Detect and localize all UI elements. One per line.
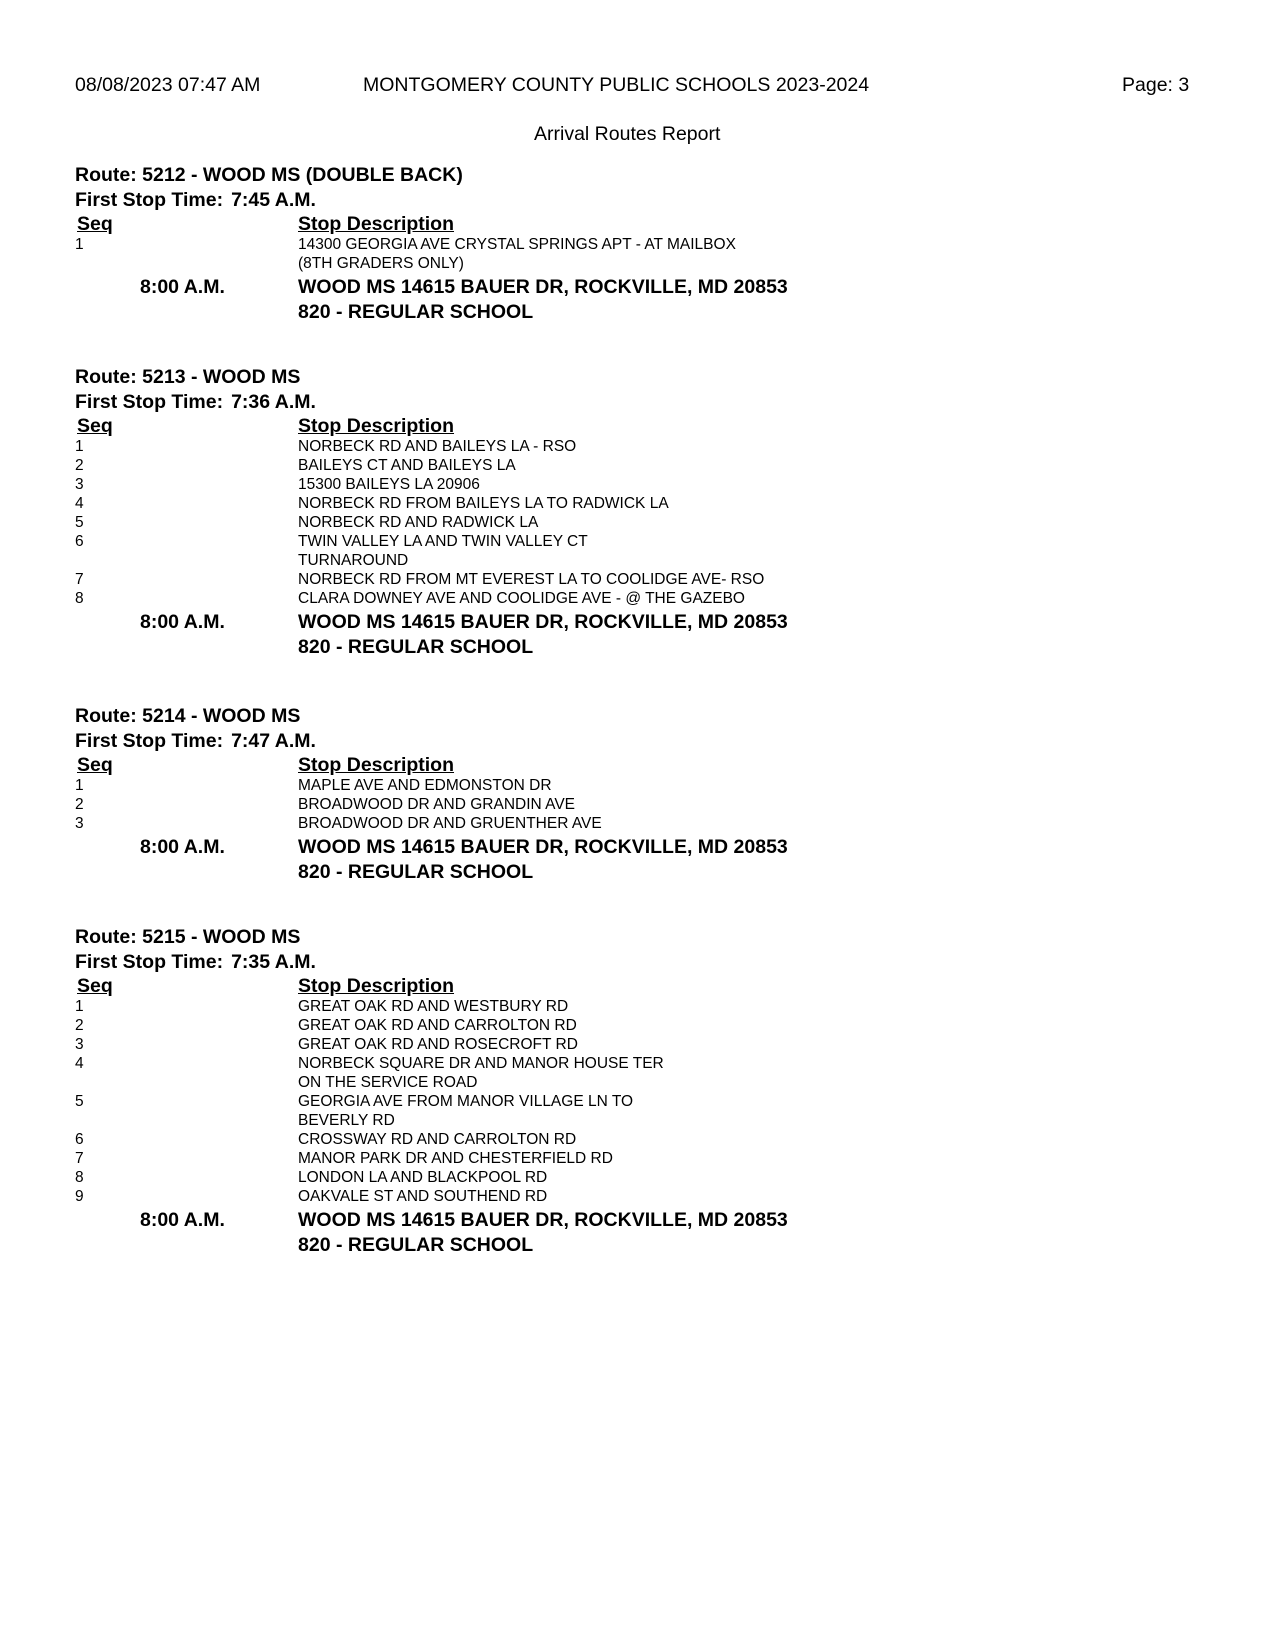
stop-row — [75, 1035, 1195, 1054]
stop-description: CROSSWAY RD AND CARROLTON RD — [298, 1131, 577, 1148]
column-header — [75, 415, 1195, 437]
seq-header: Seq — [77, 415, 113, 437]
first-stop-label: First Stop Time: — [75, 730, 224, 752]
stop-seq: 1 — [75, 438, 84, 455]
column-header — [75, 975, 1195, 997]
school-address: WOOD MS 14615 BAUER DR, ROCKVILLE, MD 20853 — [298, 836, 788, 858]
route-block — [75, 704, 1195, 885]
stop-seq: 8 — [75, 590, 84, 607]
stop-description-header: Stop Description — [298, 415, 455, 437]
page-number: Page: 3 — [1122, 74, 1190, 96]
stop-seq: 2 — [75, 457, 84, 474]
stop-row — [75, 1092, 1195, 1130]
route-block — [75, 163, 1195, 325]
stop-seq: 3 — [75, 815, 84, 832]
first-stop-label: First Stop Time: — [75, 391, 224, 413]
report-subtitle: Arrival Routes Report — [534, 123, 721, 145]
first-stop-time: 7:36 A.M. — [231, 391, 316, 413]
stop-seq: 6 — [75, 1131, 84, 1148]
stop-seq: 1 — [75, 998, 84, 1015]
first-stop-time: 7:47 A.M. — [231, 730, 316, 752]
stop-description: NORBECK RD AND BAILEYS LA - RSO — [298, 438, 577, 455]
stop-description: NORBECK SQUARE DR AND MANOR HOUSE TER ON THE SERVICE ROAD — [298, 1055, 664, 1091]
stop-seq: 3 — [75, 1036, 84, 1053]
stop-description: NORBECK RD FROM MT EVEREST LA TO COOLIDGE AVE- RSO — [298, 571, 765, 588]
stop-description: CLARA DOWNEY AVE AND COOLIDGE AVE - @ THE GAZEBO — [298, 590, 745, 607]
stop-description: BROADWOOD DR AND GRANDIN AVE — [298, 796, 576, 813]
stop-seq: 5 — [75, 514, 84, 531]
route-block — [75, 365, 1195, 660]
stop-seq: 9 — [75, 1188, 84, 1205]
seq-header: Seq — [77, 975, 113, 997]
stop-row — [75, 776, 1195, 795]
stop-seq: 2 — [75, 796, 84, 813]
destination-row — [75, 835, 1195, 860]
stop-seq: 6 — [75, 533, 84, 550]
stop-seq: 4 — [75, 1055, 84, 1072]
stop-seq: 3 — [75, 476, 84, 493]
stop-description: NORBECK RD FROM BAILEYS LA TO RADWICK LA — [298, 495, 669, 512]
stop-seq: 8 — [75, 1169, 84, 1186]
school-type: 820 - REGULAR SCHOOL — [298, 636, 534, 658]
stop-seq: 1 — [75, 236, 84, 253]
stop-description: GEORGIA AVE FROM MANOR VILLAGE LN TO BEVERLY RD — [298, 1093, 634, 1129]
stop-description: BROADWOOD DR AND GRUENTHER AVE — [298, 815, 602, 832]
stop-row — [75, 1168, 1195, 1187]
arrival-time: 8:00 A.M. — [140, 1209, 225, 1231]
first-stop-row — [75, 188, 1195, 213]
school-address: WOOD MS 14615 BAUER DR, ROCKVILLE, MD 20853 — [298, 276, 788, 298]
stop-row — [75, 235, 1195, 273]
report-datetime: 08/08/2023 07:47 AM — [75, 74, 261, 96]
stop-description: OAKVALE ST AND SOUTHEND RD — [298, 1188, 548, 1205]
route-block — [75, 925, 1195, 1258]
stop-description: GREAT OAK RD AND ROSECROFT RD — [298, 1036, 578, 1053]
arrival-time: 8:00 A.M. — [140, 836, 225, 858]
stop-row — [75, 437, 1195, 456]
stop-row — [75, 1016, 1195, 1035]
arrival-time: 8:00 A.M. — [140, 611, 225, 633]
stop-description: NORBECK RD AND RADWICK LA — [298, 514, 539, 531]
stop-description-header: Stop Description — [298, 213, 455, 235]
school-type: 820 - REGULAR SCHOOL — [298, 1234, 534, 1256]
stop-seq: 7 — [75, 571, 84, 588]
route-title: Route: 5213 - WOOD MS — [75, 366, 301, 388]
stop-description: TWIN VALLEY LA AND TWIN VALLEY CT TURNAROUND — [298, 533, 588, 569]
stop-row — [75, 997, 1195, 1016]
school-type: 820 - REGULAR SCHOOL — [298, 301, 534, 323]
stop-description: LONDON LA AND BLACKPOOL RD — [298, 1169, 548, 1186]
stop-row — [75, 1149, 1195, 1168]
seq-header: Seq — [77, 213, 113, 235]
stop-row — [75, 589, 1195, 608]
stop-description: 14300 GEORGIA AVE CRYSTAL SPRINGS APT - AT MAILBOX (8TH GRADERS ONLY) — [298, 236, 736, 272]
school-address: WOOD MS 14615 BAUER DR, ROCKVILLE, MD 20853 — [298, 611, 788, 633]
stop-seq: 7 — [75, 1150, 84, 1167]
stop-row — [75, 1054, 1195, 1092]
stop-seq: 4 — [75, 495, 84, 512]
destination-row — [75, 1208, 1195, 1233]
report-title: MONTGOMERY COUNTY PUBLIC SCHOOLS 2023-2024 — [363, 74, 870, 96]
school-type: 820 - REGULAR SCHOOL — [298, 861, 534, 883]
stop-row — [75, 814, 1195, 833]
stop-seq: 5 — [75, 1093, 84, 1110]
stop-description-header: Stop Description — [298, 754, 455, 776]
stop-row — [75, 1187, 1195, 1206]
first-stop-row — [75, 950, 1195, 975]
stop-seq: 2 — [75, 1017, 84, 1034]
first-stop-time: 7:45 A.M. — [231, 189, 316, 211]
stop-description-header: Stop Description — [298, 975, 455, 997]
stop-row — [75, 532, 1195, 570]
column-header — [75, 754, 1195, 776]
stop-row — [75, 475, 1195, 494]
stop-description: GREAT OAK RD AND CARROLTON RD — [298, 1017, 577, 1034]
first-stop-row — [75, 390, 1195, 415]
stop-row — [75, 570, 1195, 589]
stop-description: MANOR PARK DR AND CHESTERFIELD RD — [298, 1150, 613, 1167]
route-title: Route: 5212 - WOOD MS (DOUBLE BACK) — [75, 164, 463, 186]
stop-seq: 1 — [75, 777, 84, 794]
destination-row — [75, 275, 1195, 300]
route-title: Route: 5215 - WOOD MS — [75, 926, 301, 948]
stop-row — [75, 494, 1195, 513]
first-stop-time: 7:35 A.M. — [231, 951, 316, 973]
first-stop-label: First Stop Time: — [75, 189, 224, 211]
stop-description: MAPLE AVE AND EDMONSTON DR — [298, 777, 552, 794]
column-header — [75, 213, 1195, 235]
stop-description: BAILEYS CT AND BAILEYS LA — [298, 457, 516, 474]
destination-row — [75, 610, 1195, 635]
stop-row — [75, 456, 1195, 475]
first-stop-row — [75, 729, 1195, 754]
stop-row — [75, 1130, 1195, 1149]
first-stop-label: First Stop Time: — [75, 951, 224, 973]
stop-description: 15300 BAILEYS LA 20906 — [298, 476, 480, 493]
arrival-time: 8:00 A.M. — [140, 276, 225, 298]
stop-row — [75, 513, 1195, 532]
seq-header: Seq — [77, 754, 113, 776]
stop-row — [75, 795, 1195, 814]
route-title: Route: 5214 - WOOD MS — [75, 705, 301, 727]
school-address: WOOD MS 14615 BAUER DR, ROCKVILLE, MD 20853 — [298, 1209, 788, 1231]
stop-description: GREAT OAK RD AND WESTBURY RD — [298, 998, 569, 1015]
